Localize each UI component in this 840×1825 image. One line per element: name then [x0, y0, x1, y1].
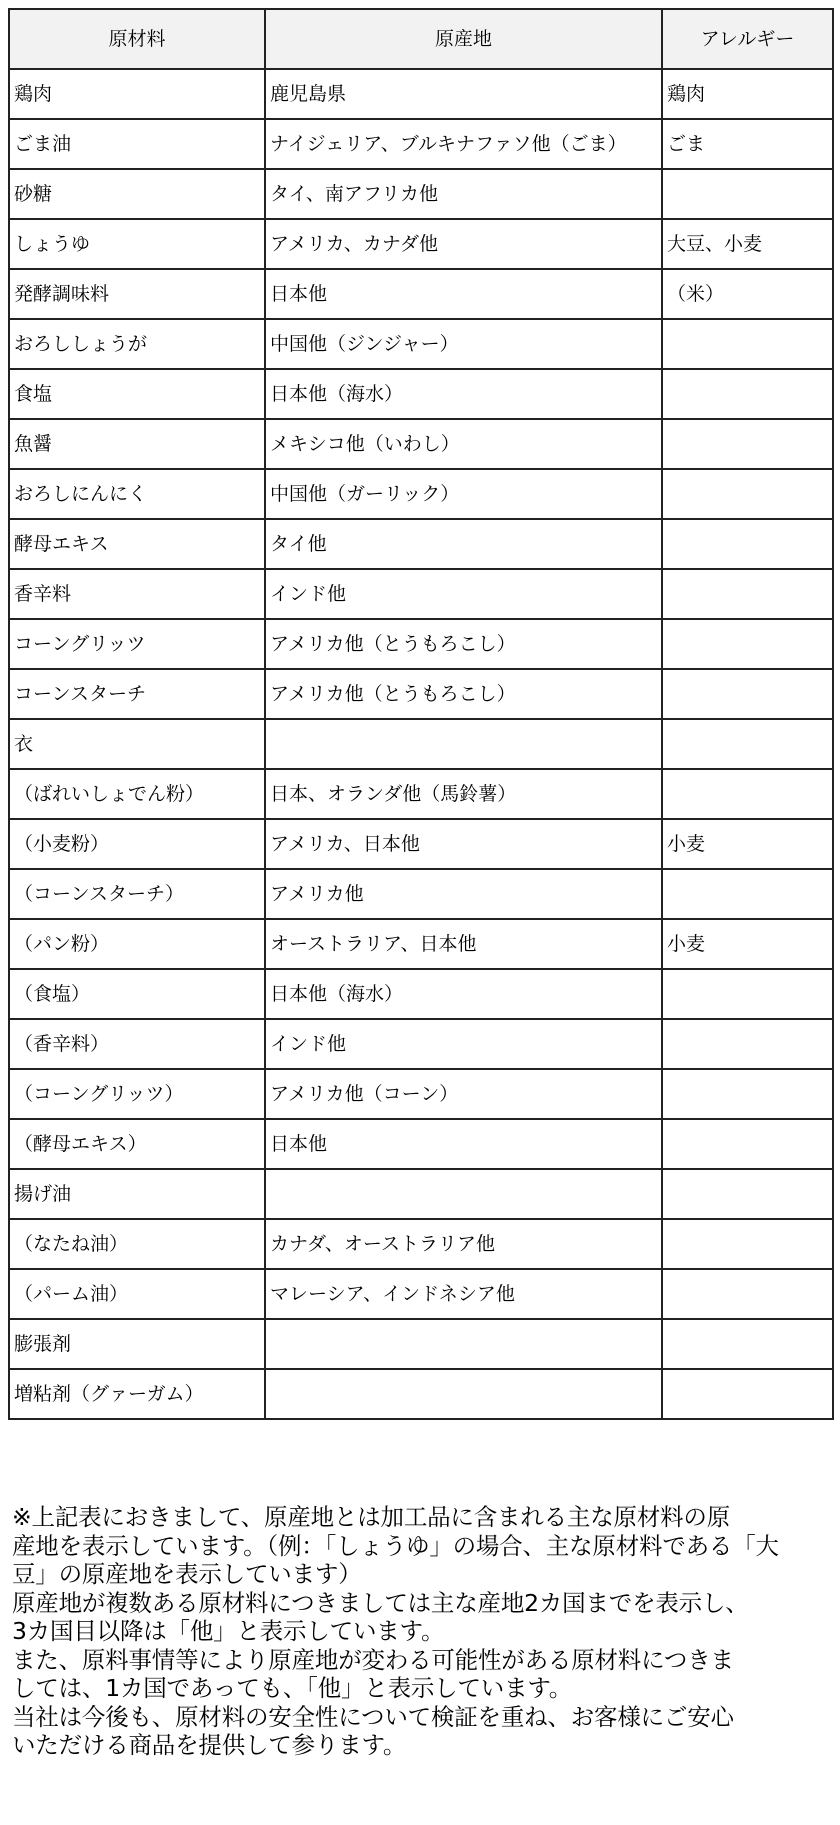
table-row	[9, 669, 833, 719]
cell-ingredient: しょうゆ	[9, 219, 265, 269]
header-ingredient: 原材料	[9, 9, 265, 69]
note-line: 産地を表示しています。（例：「しょうゆ」の場合、主な原材料である「大	[12, 1531, 779, 1560]
cell-allergy	[662, 369, 833, 419]
note-line: 原産地が複数ある原材料につきましては主な産地2カ国までを表示し、	[12, 1588, 749, 1617]
cell-origin: 日本、オランダ他（馬鈴薯）	[265, 769, 662, 819]
cell-origin: ナイジェリア、ブルキナファソ他（ごま）	[265, 119, 662, 169]
table-row	[9, 1169, 833, 1219]
table-row	[9, 819, 833, 869]
table-row	[9, 1219, 833, 1269]
cell-ingredient: 砂糖	[9, 169, 265, 219]
cell-ingredient: 酵母エキス	[9, 519, 265, 569]
cell-allergy: 大豆、小麦	[662, 219, 833, 269]
header-allergy: アレルギー	[662, 9, 833, 69]
table-row	[9, 919, 833, 969]
cell-origin: 日本他	[265, 269, 662, 319]
cell-allergy	[662, 1319, 833, 1369]
cell-origin: 鹿児島県	[265, 69, 662, 119]
cell-allergy	[662, 869, 833, 919]
cell-origin: アメリカ他（とうもろこし）	[265, 669, 662, 719]
cell-ingredient: 衣	[9, 719, 265, 769]
cell-ingredient: （小麦粉）	[9, 819, 265, 869]
header-origin: 原産地	[265, 9, 662, 69]
note-line: しては、1カ国であっても、「他」と表示しています。	[12, 1674, 573, 1702]
note-line: いただける商品を提供して参ります。	[12, 1731, 407, 1759]
cell-allergy	[662, 169, 833, 219]
note-line: ※上記表におきまして、原産地とは加工品に含まれる主な原材料の原	[12, 1503, 731, 1531]
table-row	[9, 1269, 833, 1319]
cell-ingredient: （パーム油）	[9, 1269, 265, 1319]
cell-allergy	[662, 1269, 833, 1319]
cell-origin: アメリカ、カナダ他	[265, 219, 662, 269]
cell-ingredient: （なたね油）	[9, 1219, 265, 1269]
cell-ingredient: 香辛料	[9, 569, 265, 619]
cell-allergy	[662, 1169, 833, 1219]
table-body	[9, 69, 833, 1419]
table-header-row	[9, 9, 833, 69]
cell-origin: 中国他（ジンジャー）	[265, 319, 662, 369]
cell-allergy	[662, 1069, 833, 1119]
cell-ingredient: （パン粉）	[9, 919, 265, 969]
cell-allergy	[662, 419, 833, 469]
cell-ingredient: 鶏肉	[9, 69, 265, 119]
cell-origin: 日本他（海水）	[265, 969, 662, 1019]
cell-ingredient: （コーンスターチ）	[9, 869, 265, 919]
cell-allergy	[662, 719, 833, 769]
table-row	[9, 1069, 833, 1119]
cell-origin	[265, 1169, 662, 1219]
cell-allergy	[662, 469, 833, 519]
cell-allergy: 小麦	[662, 919, 833, 969]
table-row	[9, 119, 833, 169]
cell-allergy	[662, 519, 833, 569]
cell-allergy	[662, 969, 833, 1019]
cell-ingredient: おろししょうが	[9, 319, 265, 369]
cell-allergy	[662, 1369, 833, 1419]
cell-ingredient: 魚醤	[9, 419, 265, 469]
cell-origin: アメリカ、日本他	[265, 819, 662, 869]
cell-origin: メキシコ他（いわし）	[265, 419, 662, 469]
table-row	[9, 419, 833, 469]
cell-origin: タイ他	[265, 519, 662, 569]
cell-origin: インド他	[265, 569, 662, 619]
table-row	[9, 219, 833, 269]
note-line: また、原料事情等により原産地が変わる可能性がある原材料につきま	[12, 1645, 734, 1674]
cell-ingredient: 膨張剤	[9, 1319, 265, 1369]
table-row	[9, 1319, 833, 1369]
cell-allergy: 小麦	[662, 819, 833, 869]
cell-origin: 日本他（海水）	[265, 369, 662, 419]
cell-allergy	[662, 1019, 833, 1069]
cell-allergy	[662, 1119, 833, 1169]
cell-allergy: 鶏肉	[662, 69, 833, 119]
cell-ingredient: （酵母エキス）	[9, 1119, 265, 1169]
cell-allergy	[662, 569, 833, 619]
cell-allergy	[662, 669, 833, 719]
note-line: 3カ国目以降は「他」と表示しています。	[12, 1617, 445, 1645]
cell-origin: タイ、南アフリカ他	[265, 169, 662, 219]
cell-ingredient: （コーングリッツ）	[9, 1069, 265, 1119]
cell-origin	[265, 719, 662, 769]
cell-allergy	[662, 619, 833, 669]
table-row	[9, 269, 833, 319]
ingredient-origin-table	[8, 8, 834, 1420]
table-row	[9, 469, 833, 519]
table-row	[9, 569, 833, 619]
cell-origin	[265, 1319, 662, 1369]
cell-origin: インド他	[265, 1019, 662, 1069]
cell-ingredient: コーンスターチ	[9, 669, 265, 719]
cell-origin: カナダ、オーストラリア他	[265, 1219, 662, 1269]
table-row	[9, 369, 833, 419]
cell-ingredient: コーングリッツ	[9, 619, 265, 669]
cell-ingredient: 増粘剤（グァーガム）	[9, 1369, 265, 1419]
cell-ingredient: （ばれいしょでん粉）	[9, 769, 265, 819]
table-row	[9, 69, 833, 119]
cell-allergy: ごま	[662, 119, 833, 169]
cell-ingredient: 揚げ油	[9, 1169, 265, 1219]
cell-origin: オーストラリア、日本他	[265, 919, 662, 969]
table-row	[9, 619, 833, 669]
table-row	[9, 869, 833, 919]
cell-allergy	[662, 769, 833, 819]
table-row	[9, 969, 833, 1019]
cell-ingredient: ごま油	[9, 119, 265, 169]
cell-origin	[265, 1369, 662, 1419]
cell-origin: 中国他（ガーリック）	[265, 469, 662, 519]
cell-allergy: （米）	[662, 269, 833, 319]
table-row	[9, 519, 833, 569]
cell-allergy	[662, 319, 833, 369]
cell-ingredient: （香辛料）	[9, 1019, 265, 1069]
table-row	[9, 769, 833, 819]
note-line: 当社は今後も、原材料の安全性について検証を重ね、お客様にご安心	[12, 1702, 734, 1731]
cell-origin: 日本他	[265, 1119, 662, 1169]
cell-origin: アメリカ他（コーン）	[265, 1069, 662, 1119]
cell-origin: マレーシア、インドネシア他	[265, 1269, 662, 1319]
table-row	[9, 1019, 833, 1069]
cell-origin: アメリカ他	[265, 869, 662, 919]
cell-allergy	[662, 1219, 833, 1269]
cell-ingredient: 発酵調味料	[9, 269, 265, 319]
table-row	[9, 719, 833, 769]
table-row	[9, 1369, 833, 1419]
cell-ingredient: 食塩	[9, 369, 265, 419]
table-row	[9, 1119, 833, 1169]
cell-origin: アメリカ他（とうもろこし）	[265, 619, 662, 669]
table-row	[9, 319, 833, 369]
origin-notes	[12, 1503, 832, 1760]
note-line: 豆」の原産地を表示しています）	[12, 1560, 362, 1588]
cell-ingredient: おろしにんにく	[9, 469, 265, 519]
table-row	[9, 169, 833, 219]
cell-ingredient: （食塩）	[9, 969, 265, 1019]
